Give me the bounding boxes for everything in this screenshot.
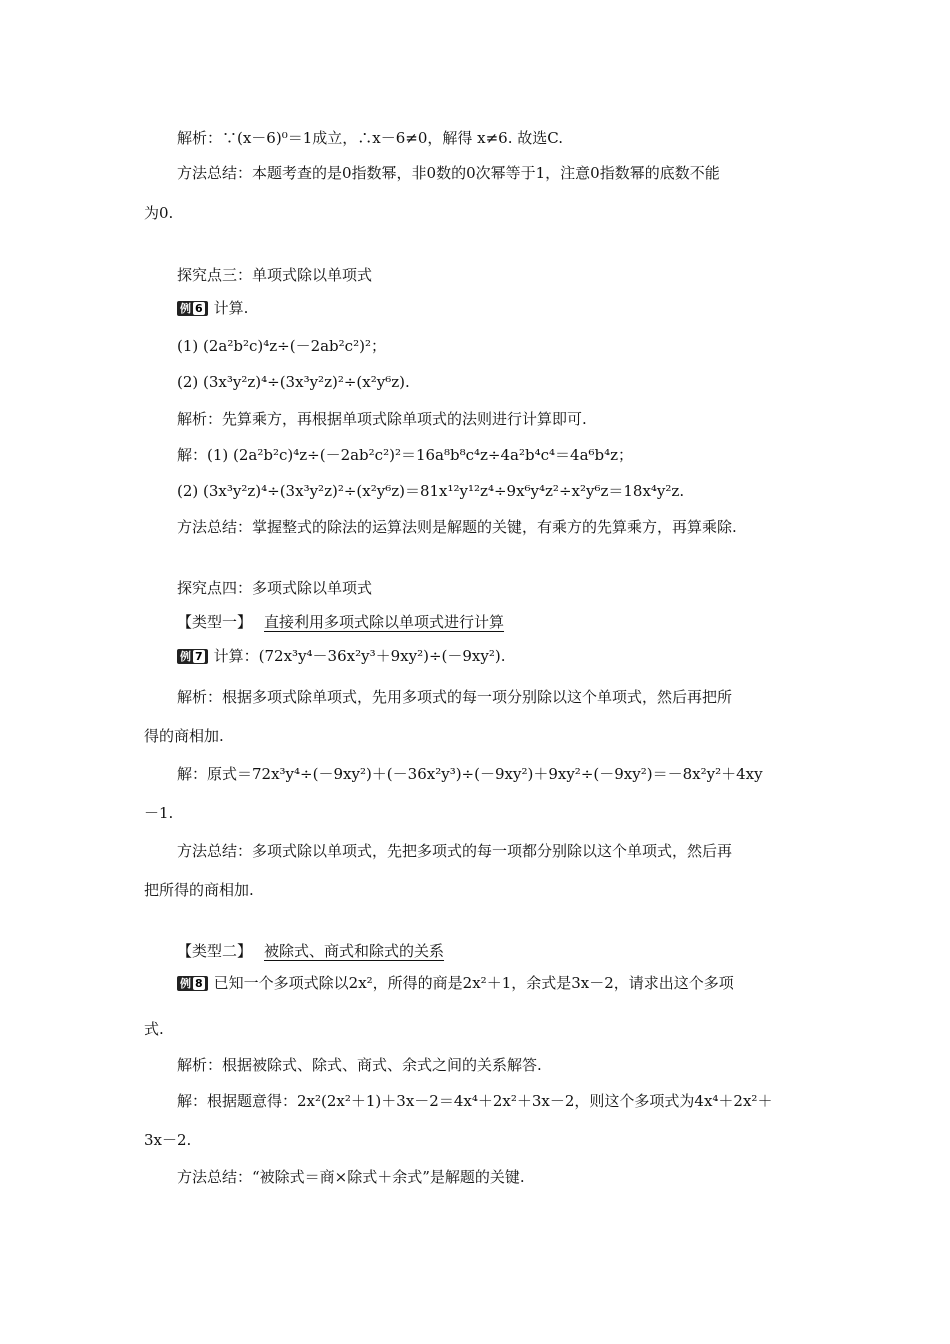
type-title: 被除式、商式和除式的关系: [264, 942, 445, 960]
type-tag: 【类型一】: [177, 613, 253, 631]
method-summary-text: 方法总结：本题考查的是0指数幂，非0数的0次幂等于1，注意0指数幂的底数不能: [177, 164, 720, 182]
example-7-summary-continued: 把所得的商相加.: [144, 881, 254, 899]
example-8-prompt-continued: 式.: [144, 1020, 164, 1038]
section-heading-3: 探究点三：单项式除以单项式: [177, 266, 373, 284]
method-summary-continued: 为0.: [144, 204, 174, 222]
example-7-analysis: 解析：根据多项式除单项式，先用多项式的每一项分别除以这个单项式，然后再把所: [177, 688, 733, 706]
example-6-solution-2: (2) (3x³y²z)⁴÷(3x³y²z)²÷(x²y⁶z)＝81x¹²y¹²z⁴÷9x⁶y⁴z²÷x²y⁶z＝18x⁴y²z.: [177, 482, 685, 500]
example-7-analysis-continued: 得的商相加.: [144, 727, 224, 745]
example-badge: 例 7: [177, 649, 208, 664]
type-title: 直接利用多项式除以单项式进行计算: [264, 613, 505, 631]
example-6-summary: 方法总结：掌握整式的除法的运算法则是解题的关键，有乘方的先算乘方，再算乘除.: [177, 518, 737, 536]
example-6-analysis: 解析：先算乘方，再根据单项式除单项式的法则进行计算即可.: [177, 410, 587, 428]
type-1-heading: [177, 612, 504, 632]
example-8-prompt: 例 8 已知一个多项式除以2x²，所得的商是2x²＋1，余式是3x－2，请求出这个多项: [177, 973, 734, 993]
example-6-question-1: (1) (2a²b²c)⁴z÷(－2ab²c²)²；: [177, 337, 386, 355]
analysis-text: 解析：∵(x－6)⁰＝1成立，∴x－6≠0，解得 x≠6. 故选C.: [177, 129, 563, 147]
example-6-prompt: 例 6 计算.: [177, 298, 248, 318]
example-badge: 例 6: [177, 301, 208, 316]
example-7-summary: 方法总结：多项式除以单项式，先把多项式的每一项都分别除以这个单项式，然后再: [177, 842, 733, 860]
example-7-solution-continued: －1.: [144, 804, 174, 822]
example-7-solution: 解：原式＝72x³y⁴÷(－9xy²)＋(－36x²y³)÷(－9xy²)＋9xy²÷(－9xy²)＝－8x²y²＋4xy: [177, 765, 763, 783]
example-8-solution-continued: 3x－2.: [144, 1131, 192, 1149]
example-8-solution: 解：根据题意得：2x²(2x²＋1)＋3x－2＝4x⁴＋2x²＋3x－2，则这个多项式为4x⁴＋2x²＋: [177, 1092, 773, 1110]
example-6-question-2: (2) (3x³y²z)⁴÷(3x³y²z)²÷(x²y⁶z).: [177, 373, 410, 391]
example-7-prompt: 例 7 计算：(72x³y⁴－36x²y³＋9xy²)÷(－9xy²).: [177, 646, 505, 666]
example-8-analysis: 解析：根据被除式、除式、商式、余式之间的关系解答.: [177, 1056, 542, 1074]
example-badge: 例 8: [177, 976, 208, 991]
example-8-summary: 方法总结：“被除式＝商×除式＋余式”是解题的关键.: [177, 1168, 525, 1186]
type-tag: 【类型二】: [177, 942, 253, 960]
section-heading-4: 探究点四：多项式除以单项式: [177, 579, 373, 597]
type-2-heading: [177, 941, 444, 961]
example-6-solution-1: 解：(1) (2a²b²c)⁴z÷(－2ab²c²)²＝16a⁸b⁸c⁴z÷4a²b⁴c⁴＝4a⁶b⁴z；: [177, 446, 634, 464]
